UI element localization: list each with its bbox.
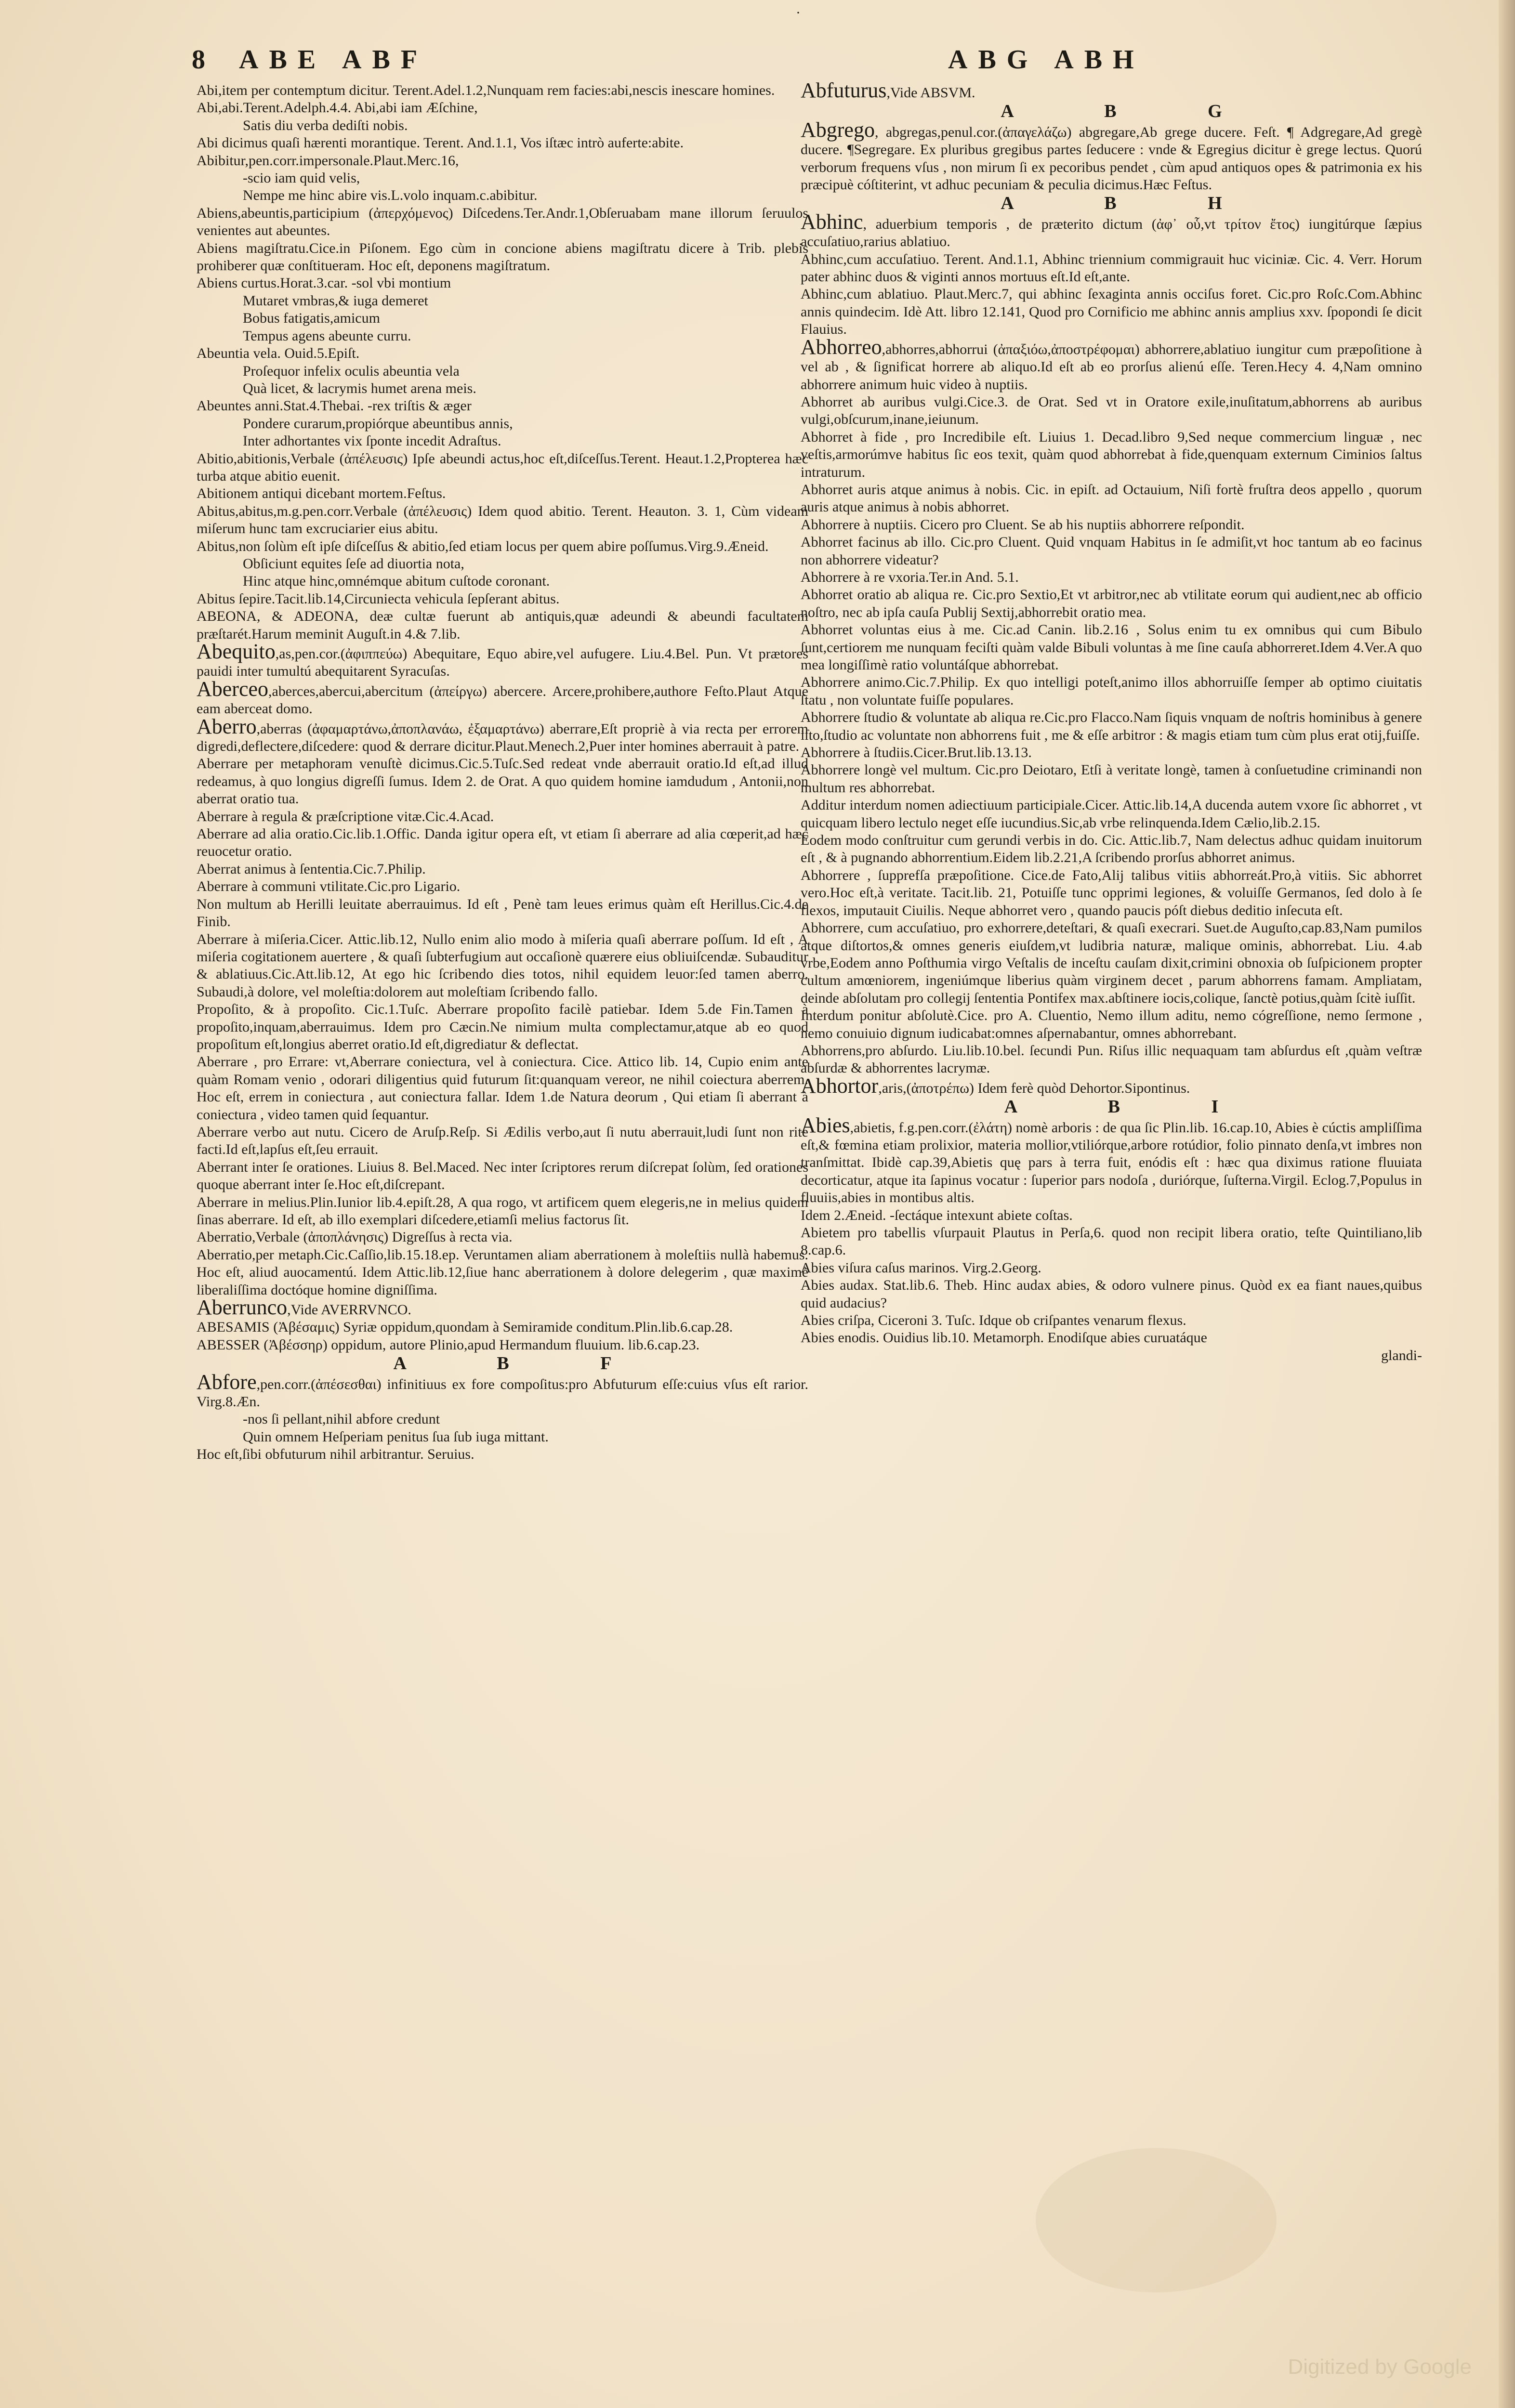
dictionary-entry: Abhorrere ſtudio & voluntate ab aliqua re.Cic.pro Flacco.Nam ſiquis vnquam de noſtris hominibus à genere iſto,ſtudio ac voluntate non abhorrens fuit , me & eſſe arbitror : & magis etiam tum cùm plus erat otij,fuiſſe. [801, 709, 1422, 743]
headword: Abies [801, 1113, 850, 1137]
dictionary-entry: Abhorret auris atque animus à nobis. Cic. in epiſt. ad Octauium, Niſi fortè fruſtra deos appello , quorum auris atque animus à nobis abhorret. [801, 481, 1422, 515]
dictionary-entry: Abibitur,pen.corr.impersonale.Plaut.Merc.16, [197, 152, 459, 169]
verse-line: Nempe me hinc abire vis.L.volo inquam.c.abibitur. [243, 187, 538, 204]
verse-line: Bobus fatigatis,amicum [243, 310, 380, 327]
dictionary-entry: Abies criſpa, Ciceroni 3. Tuſc. Idque ob criſpantes venarum flexus. [801, 1312, 1186, 1329]
dictionary-entry: Abietem pro tabellis vſurpauit Plautus in Perſa,6. quod non recipit libera oratio, teſte Quintiliano,lib 8.cap.6. [801, 1225, 1422, 1258]
dictionary-entry: Abies viſura caſus marinos. Virg.2.Georg. [801, 1259, 1041, 1276]
dictionary-entry: Abfuturus,Vide ABSVM. [801, 79, 975, 102]
digitization-watermark: Digitized by Google [1288, 2355, 1472, 2379]
dictionary-entry: Additur interdum nomen adiectiuum participiale.Cicer. Attic.lib.14,A ducenda autem vxore ſic abhorret , vt quicquam libero lectulo neget eſſe iucundius.Sic,ab vrbe relinquenda.Idem Cælio,lib.2.15. [801, 797, 1422, 831]
dictionary-entry: Abitus,abitus,m.g.pen.corr.Verbale (ἀπέλευσις) Idem quod abitio. Terent. Heauton. 3. 1, Cùm videam miſerum hunc tam excruciarier eius abitu. [197, 503, 808, 537]
dictionary-entry: Interdum ponitur abſolutè.Cice. pro A. Cluentio, Nemo illum aditu, nemo cógreſſione, nemo ſermone , nemo conuiuio dignum iudicabat:omnes aſpernabantur, omnes abhorrebant. [801, 1008, 1422, 1041]
folio-mark: · [796, 5, 801, 21]
verse-line: Mutaret vmbras,& iuga demeret [243, 292, 428, 309]
section-heading: A B H [1001, 193, 1265, 214]
dictionary-entry: Abhorrere à nuptiis. Cicero pro Cluent. Se ab his nuptiis abhorrere reſpondit. [801, 516, 1245, 533]
dictionary-entry: Abies audax. Stat.lib.6. Theb. Hinc audax abies, & odoro vulnere pinus. Quòd ex ea fiant naues,quibus quid audacius? [801, 1277, 1422, 1311]
headword: Aberrunco [197, 1296, 288, 1320]
dictionary-entry: Aberratio,Verbale (ἀποπλάνησις) Digreſſus à recta via. [197, 1229, 513, 1245]
dictionary-entry: Eodem modo conſtruitur cum gerundi verbis in do. Cic. Attic.lib.7, Nam delectus adhuc quidam inuitorum eſt , & à pugnando abhorrentium.Eidem lib.2.21,A ſcribendo prorſus abhorret animus. [801, 832, 1422, 866]
headword: Abfore [197, 1370, 257, 1394]
verse-line: Satis diu verba dediſti nobis. [243, 117, 408, 133]
dictionary-entry: Abhorret à fide , pro Incredibile eſt. Liuius 1. Decad.libro 9,Sed neque commercium linguæ , nec veſtis,armorúmve habitus ſic eos texit, quàm quod abhorrebat à fide,quenquam externum Ciminios ſaltus intraturum. [801, 429, 1422, 480]
dictionary-entry: Aberrare in melius.Plin.Iunior lib.4.epiſt.28, A qua rogo, vt artificem quem elegeris,ne in melius quidem ſinas aberrare. Id eſt, ab illo exemplari diſcedere,etiamſi melius factorus ſit. [197, 1194, 808, 1228]
dictionary-entry: ABESSER (Ἀβέσσηρ) oppidum, autore Plinio,apud Hermandum fluuium. lib.6.cap.23. [197, 1336, 700, 1353]
verse-line: Obſiciunt equites ſeſe ad diuortia nota, [243, 555, 464, 572]
verse-line: Inter adhortantes vix ſponte incedit Adraſtus. [243, 433, 501, 449]
dictionary-entry: Aberrant inter ſe orationes. Liuius 8. Bel.Maced. Nec inter ſcriptores rerum diſcrepat ſolùm, ſed orationes quoque aberrant inter ſe.Hoc eſt,diſcrepant. [197, 1159, 808, 1193]
headword: Abgrego [801, 118, 875, 142]
dictionary-entry: Abeuntes anni.Stat.4.Thebai. -rex triſtis & æger [197, 398, 472, 414]
page-number: 8 [192, 45, 205, 75]
dictionary-entry: Abhorret voluntas eius à me. Cic.ad Canin. lib.2.16 , Solus enim tu ex omnibus qui cum Bibulo ſunt,certiorem me nunquam feciſti quàm valde Bibuli voluntas à me ſine cauſa abhorreret.Idem 4.Ver.A quo mea longiſſimè ratio voluntáſque abhorrebat. [801, 622, 1422, 673]
verse-line: Pondere curarum,propiórque abeuntibus annis, [243, 415, 513, 432]
dictionary-entry: Idem 2.Æneid. -ſectáque intexunt abiete coſtas. [801, 1207, 1073, 1223]
dictionary-entry: Abhinc,cum accuſatiuo. Terent. And.1.1, Abhinc triennium commigrauit huc viciniæ. Cic. 4. Verr. Horum pater abhinc duos & viginti annos mortuus eſt.Id eſt,ante. [801, 251, 1422, 285]
dictionary-entry: Abitus ſepire.Tacit.lib.14,Circuniecta vehicula ſepſerant abitus. [197, 590, 560, 607]
section-heading: A B G [1001, 101, 1265, 122]
dictionary-entry: Abi,abi.Terent.Adelph.4.4. Abi,abi iam Æſchine, [197, 100, 478, 116]
dictionary-entry: Abhorret oratio ab aliqua re. Cic.pro Sextio,Et vt arbitror,nec ab vtilitate eorum qui audient,nec ab officio noſtro, nec ab ipſa cauſa Publij Sextij,abhorrebit oratio mea. [801, 587, 1422, 620]
dictionary-entry: Abhorrere, cum accuſatiuo, pro exhorrere,deteſtari, & quaſi execrari. Suet.de Auguſto,cap.83,Nam pumilos atque diſtortos,& omnes generis eiuſdem,vt ludibria naturæ, malique ominis, abhorrebat. Liu. 4.ab vrbe,Eodem anno Poſthumia virgo Veſtalis de inceſtu cauſam dixit,crimini obnoxia ob ſuſpicionem propter cultum amœniorem, ingeniúmque liberius quàm virginem decet , parum abhorrens famam. Ampliatam, deinde abſolutam pro collegij ſententia Pontifex max.abſtinere iocis,colique, ſanctè potius,quàm ſcitè iuſſit. [801, 920, 1422, 1006]
section-heading: A B F [393, 1353, 655, 1374]
headword: Abhortor [801, 1073, 879, 1098]
catchword: glandi- [1381, 1347, 1422, 1363]
dictionary-entry: Abitionem antiqui dicebant mortem.Feſtus. [197, 485, 446, 502]
verse-line: Tempus agens abeunte curru. [243, 327, 411, 344]
dictionary-entry: Aberrare per metaphoram venuſtè dicimus.Cic.5.Tuſc.Sed redeat vnde aberrauit oratio.Id eſt,ad illud redeamus, à quo longius digreſſi ſumus. Idem 2. de Orat. A quo quidem homine iamdudum , Antonii,non aberrat oratio tua. [197, 756, 808, 807]
dictionary-entry: Abhorrere à re vxoria.Ter.in And. 5.1. [801, 569, 1019, 585]
dictionary-entry: Abiens,abeuntis,participium (ἀπερχόμενος) Diſcedens.Ter.Andr.1,Obſeruabam mane illorum ſeruulos venientes aut abeuntes. [197, 205, 808, 239]
dictionary-entry: Abhorrere animo.Cic.7.Philip. Ex quo intelligi poteſt,animo illos abhorruiſſe ſemper ab optimo ciuitatis ſtatu , non voluntate fuiſſe populares. [801, 674, 1422, 708]
headword: Abhorreo [801, 335, 882, 359]
dictionary-entry: Abequito,as,pen.cor.(ἀφιππεύω) Abequitare, Equo abire,vel aufugere. Liu.4.Bel. Pun. Vt prætores pauidi inter tumultú abequitarent Syracuſas. [197, 640, 808, 680]
dictionary-entry: Abhorrere , ſupprefſa præpoſitione. Cice.de Fato,Alij talibus vitiis abhorreát.Pro,à vitiis. Sic abhorret vero.Hoc eſt,à veritate. Tacit.lib. 21, Potuiſſe tunc opprimi legiones, & voluiſſe Germanos, ſed dolo à ſe flexos, imputauit Ciuilis. Neque abhorret vero , quando paucis póſt diebus deditio inſecuta eſt. [801, 867, 1422, 918]
dictionary-entry: Aberrat animus à ſententia.Cic.7.Philip. [197, 861, 426, 877]
dictionary-entry: Abhorreo,abhorres,abhorrui (ἀπαξιόω,ἀποστρέφομαι) abhorrere,ablatiuo iungitur cum præpoſitione à vel ab , & ſignificat horrere ab aliquo.Id eſt ab eo prorſus alienú eſſe. Teren.Hecy 4. 4,Nam omnino abhorrere animum huic video à nuptiis. [801, 335, 1422, 393]
headword: Abfuturus [801, 79, 887, 102]
dictionary-entry: ABESAMIS (Ἀβέσαμις) Syriæ oppidum,quondam à Semiramide conditum.Plin.lib.6.cap.28. [197, 1319, 733, 1335]
dictionary-entry: Abhorrere à ſtudiis.Cicer.Brut.lib.13.13. [801, 745, 1032, 761]
dictionary-entry: Abhorret facinus ab illo. Cic.pro Cluent. Quid vnquam Habitus in ſe admiſit,vt hoc tantum ab eo facinus non abhorrere videatur? [801, 534, 1422, 568]
section-heading: A B I [1004, 1097, 1262, 1117]
right-running-head [948, 44, 1145, 88]
dictionary-entry: Abies enodis. Ouidius lib.10. Metamorph. Enodiſque abies curuatáque [801, 1330, 1207, 1346]
dictionary-entry: Abfore,pen.corr.(ἀπέσεσθαι) infinitiuus ex fore compoſitus:pro Abfuturum eſſe:cuius vſus eſt rarior. Virg.8.Æn. [197, 1370, 808, 1410]
verse-line: -nos ſi pellant,nihil abfore credunt [243, 1411, 440, 1427]
dictionary-entry: ABEONA, & ADEONA, deæ cultæ fuerunt ab antiquis,quæ adeundi & abeundi facultatem præſtarét.Harum meminit Auguſt.in 4.& 7.lib. [197, 608, 808, 642]
right-column [801, 79, 1422, 1364]
dictionary-entry: Abies,abietis, f.g.pen.corr.(ἐλάτη) nomè arboris : de qua ſic Plin.lib. 16.cap.10, Abies è cúctis ampliſſima eſt,& fœmina etiam prolixior, materia mollior,vtiliórque,arbore rotúdior, folio pinnato denſa,vt imbres non tranſmittat. Ibidè cap.39,Abietis quę pars à terra fuit, enódis eſt : hæc qua diximus ratione fluuiata decorticatur, atque ita ſapinus vocatur : ſuperior pars nodoſa , duriórque, ſuſterna.Virgil. Eclog.7,Populus in fluuiis,abies in montibus altis. [801, 1113, 1422, 1206]
dictionary-entry: Hoc eſt,ſibi obfuturum nihil arbitrantur. Seruius. [197, 1446, 474, 1463]
verse-line: Quà licet, & lacrymis humet arena meis. [243, 380, 476, 396]
headword: Aberceo [197, 677, 269, 701]
dictionary-entry: Abhinc, aduerbium temporis , de præterito dictum (ἀφ᾽ οὗ,vt τρίτον ἔτος) iungitúrque ſæpius accuſatiuo,rarius ablatiuo. [801, 209, 1422, 250]
verse-line: Proſequor infelix oculis abeuntia vela [243, 363, 460, 379]
right-heading: ABG ABH [948, 45, 1145, 75]
verse-line: -scio iam quid velis, [243, 170, 360, 186]
dictionary-entry: Aberrare verbo aut nutu. Cicero de Aruſp.Reſp. Si Ædilis verbo,aut ſi nutu aberrauit,ludi ſunt non rite facti.Id eſt,lapſus eſt,ſeu errauit. [197, 1124, 808, 1158]
dictionary-entry: Abgrego, abgregas,penul.cor.(ἀπαγελάζω) abgregare,Ab grege ducere. Feſt. ¶ Adgregare,Ad gregè ducere. ¶Segregare. Ex pluribus gregibus partes ſeducere : vnde & Egregius dicitur è grege lectus. Quorú verborum frequens vſus , non mirum ſi ex pecoribus pendet , cùm apud antiquos opes & patrimonia ex his præcipuè cóſtiterint, vt adhuc pecuniam & peculia dicimus.Hæc Feſtus. [801, 118, 1422, 193]
dictionary-entry: Abi,item per contemptum dicitur. Terent.Adel.1.2,Nunquam rem facies:abi,nescis inescare homines. [197, 82, 775, 98]
dictionary-entry: Aberrare à miſeria.Cicer. Attic.lib.12, Nullo enim alio modo à miſeria quaſi aberrare poſſum. Id eſt , A miſeria cogitationem auertere , & quaſi ſubterfugium aut occaſionè quærere eius obliuiſcendæ. Subauditur & ablatiuus.Cic.Att.lib.12, At ego hic ſcribendo dies totos, nihil equidem leuor:ſed tamen aberro. Subaudi,à dolore, vel moleſtia:dolorem aut moleſtiam ſcribendo fallo. [197, 931, 808, 1000]
verse-line: Quin omnem Heſperiam penitus ſua ſub iuga mittant. [243, 1428, 549, 1445]
dictionary-entry: Abhorret ab auribus vulgi.Cice.3. de Orat. Sed vt in Oratore exile,inuſitatum,abhorrens ab auribus vulgi,obſcurum,inane,ieiunum. [801, 393, 1422, 428]
dictionary-entry: Abhorrere longè vel multum. Cic.pro Deiotaro, Etſi à veritate longè, tamen à conſuetudine criminandi non multum res abhorrebat. [801, 762, 1422, 796]
left-running-head [192, 44, 428, 88]
dictionary-entry: Abi dicimus quaſi hærenti morantique. Terent. And.1.1, Vos iſtæc intrò auferte:abite. [197, 135, 684, 151]
left-column [197, 82, 808, 1464]
dictionary-entry: Aberrare à regula & præſcriptione vitæ.Cic.4.Acad. [197, 808, 494, 824]
headword: Abhinc [801, 209, 863, 234]
headword: Aberro [197, 714, 257, 738]
headword: Abequito [197, 640, 276, 663]
dictionary-entry: Aberceo,aberces,abercui,abercitum (ἀπείργω) abercere. Arcere,prohibere,authore Feſto.Plaut Atque eam aberceat domo. [197, 677, 808, 717]
dictionary-entry: Abeuntia vela. Ouid.5.Epiſt. [197, 345, 360, 362]
dictionary-entry: Propoſito, & à propoſito. Cic.1.Tuſc. Aberrare propoſito facilè patiebar. Idem 5.de Fin.Tamen à propoſito,inquam,aberrauimus. Idem pro Cæcin.Ne nimium multa complectamur,atque ab eo quod propoſitum eſt,longius aberret oratio.Id eſt,digrediatur & deflectat. [197, 1001, 808, 1052]
dictionary-entry: Aberro,aberras (ἀφαμαρτάνω,ἀποπλανάω, ἐξαμαρτάνω) aberrare,Eſt propriè à via recta per errorem digredi,deflectere,diſcedere: quod & derrare dicitur.Plaut.Menech.2,Puer inter homines aberrauit à patre. [197, 714, 808, 755]
dictionary-entry: Aberrare ad alia oratio.Cic.lib.1.Offic. Danda igitur opera eſt, vt etiam ſi aberrare ad alia cœperit,ad hæc reuocetur oratio. [197, 826, 808, 860]
dictionary-entry: Non multum ab Herilli leuitate aberrauimus. Id eſt , Penè tam leues erimus quàm eſt Herillus.Cic.4.de Finib. [197, 896, 808, 930]
dictionary-entry: Aberrare à communi vtilitate.Cic.pro Ligario. [197, 878, 461, 895]
dictionary-entry: Abitio,abitionis,Verbale (ἀπέλευσις) Ipſe abeundi actus,hoc eſt,diſceſſus.Terent. Heaut.1.2,Propterea hæc turba atque abitio euenit. [197, 450, 808, 484]
dictionary-entry: Aberrare , pro Errare: vt,Aberrare coniectura, vel à coniectura. Cice. Attico lib. 14, Cupio enim ante quàm Romam venio , odorari diligentius quid futurum ſit:quanquam vereor, ne nihil coiectura aberrem. Hoc eſt, errem in coniectura , aut coniectura fallar. Idem 1.de Natura deorum , Qui etiam ſi aberrant à coniectura , video tamen quid ſequantur. [197, 1054, 808, 1123]
left-heading: ABE ABF [239, 45, 428, 75]
dictionary-entry: Abhorrens,pro abſurdo. Liu.lib.10.bel. ſecundi Pun. Riſus illic nequaquam tam abſurdus eſt ,quàm veſtræ abſurdæ & abhorrentes lacrymæ. [801, 1042, 1422, 1076]
dictionary-entry: Abhinc,cum ablatiuo. Plaut.Merc.7, qui abhinc ſexaginta annis occiſus foret. Cic.pro Roſc.Com.Abhinc annis quindecim. Idè Att. libro 12.141, Quod pro Cornificio me abhinc annis amplius xxv. ſpopondi ſe dicit Flauius. [801, 286, 1422, 338]
dictionary-entry: Aberrunco,Vide AVERRVNCO. [197, 1296, 411, 1320]
dictionary-entry: Abiens curtus.Horat.3.car. -sol vbi montium [197, 275, 451, 291]
dictionary-entry: Abitus,non ſolùm eſt ipſe diſceſſus & abitio,ſed etiam locus per quem abire poſſumus.Virg.9.Æneid. [197, 538, 769, 554]
verse-line: Hinc atque hinc,omnémque abitum cuſtode coronant. [243, 573, 550, 589]
dictionary-entry: Abiens magiſtratu.Cice.in Piſonem. Ego cùm in concione abiens magiſtratu dicere à Trib. plebis prohiberer quæ conſtitueram. Hoc eſt, deponens magiſtratum. [197, 240, 808, 274]
dictionary-entry: Abhortor,aris,(ἀποτρέπω) Idem ferè quòd Dehortor.Sipontinus. [801, 1073, 1190, 1098]
page-edge-shadow [1499, 0, 1515, 2408]
dictionary-entry: Aberratio,per metaph.Cic.Caſſio,lib.15.18.ep. Veruntamen aliam aberrationem à moleſtiis nullà habemus. Hoc eſt, aliud auocamentú. Idem Attic.lib.12,ſiue hanc aberrationem à dolore delegerim , quæ maximè liberaliſſima doctóque homine digniſſima. [197, 1246, 808, 1298]
paper-stain [1036, 2148, 1277, 2292]
